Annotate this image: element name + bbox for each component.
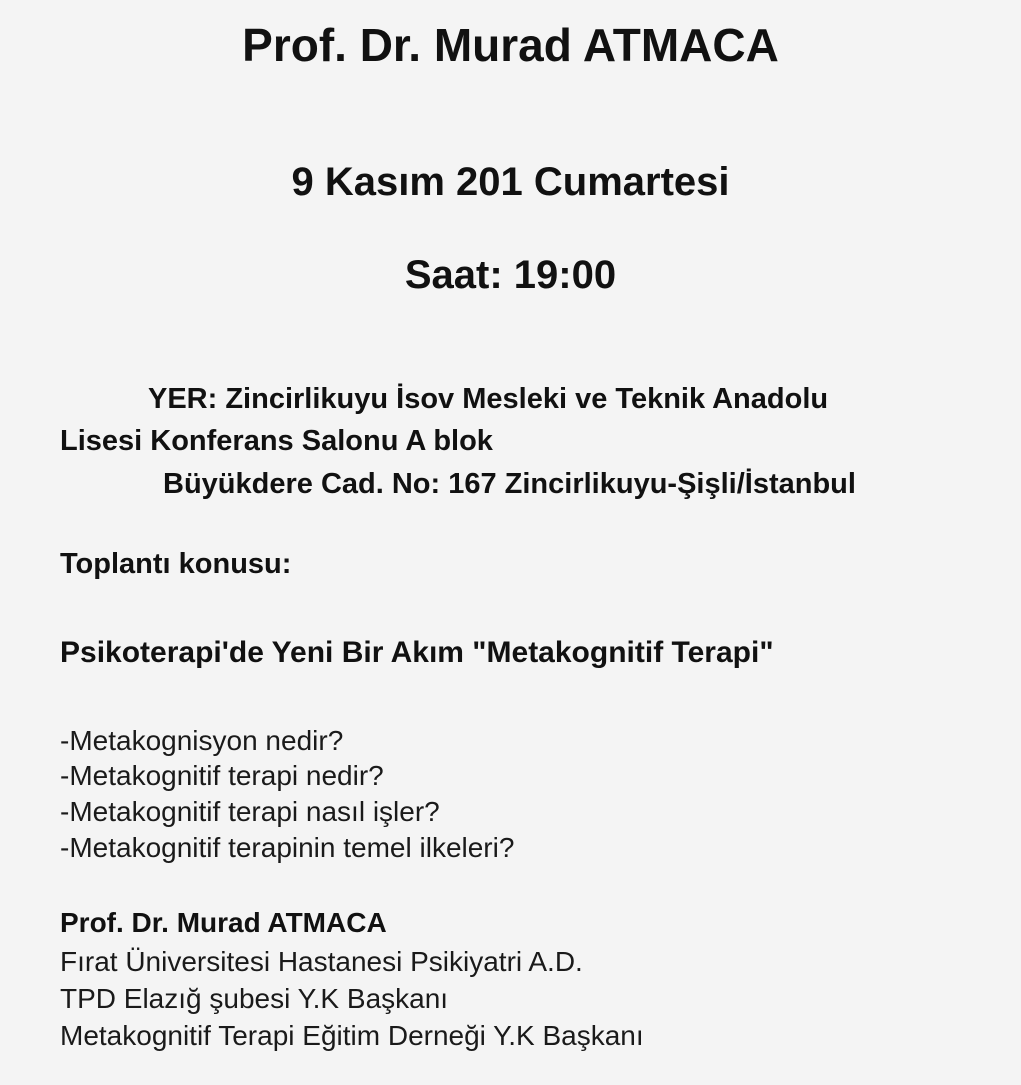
question-item: -Metakognitif terapi nasıl işler? — [60, 796, 440, 827]
signature-line: Metakognitif Terapi Eğitim Derneği Y.K Başkanı — [60, 1020, 644, 1051]
question-item: -Metakognisyon nedir? — [60, 725, 344, 756]
question-item: -Metakognitif terapi nedir? — [60, 760, 384, 791]
signature-name: Prof. Dr. Murad ATMACA — [60, 907, 387, 938]
question-item: -Metakognitif terapinin temel ilkeleri? — [60, 832, 515, 863]
venue-line-1: YER: Zincirlikuyu İsov Mesleki ve Teknik Anadolu — [148, 383, 829, 415]
venue-line-2: Lisesi Konferans Salonu A blok — [60, 425, 493, 457]
venue-line-3: Büyükdere Cad. No: 167 Zincirlikuyu-Şişli/İstanbul — [163, 468, 856, 500]
event-date: 9 Kasım 201 Cumartesi — [291, 160, 730, 204]
event-time: Saat: 19:00 — [404, 253, 617, 297]
topic-title: Psikoterapi'de Yeni Bir Akım "Metakognitif Terapi" — [60, 636, 774, 669]
signature-line: TPD Elazığ şubesi Y.K Başkanı — [60, 983, 449, 1014]
signature-line: Fırat Üniversitesi Hastanesi Psikiyatri A.D. — [60, 946, 583, 977]
topic-label: Toplantı konusu: — [60, 548, 292, 580]
speaker-title: Prof. Dr. Murad ATMACA — [242, 19, 779, 71]
